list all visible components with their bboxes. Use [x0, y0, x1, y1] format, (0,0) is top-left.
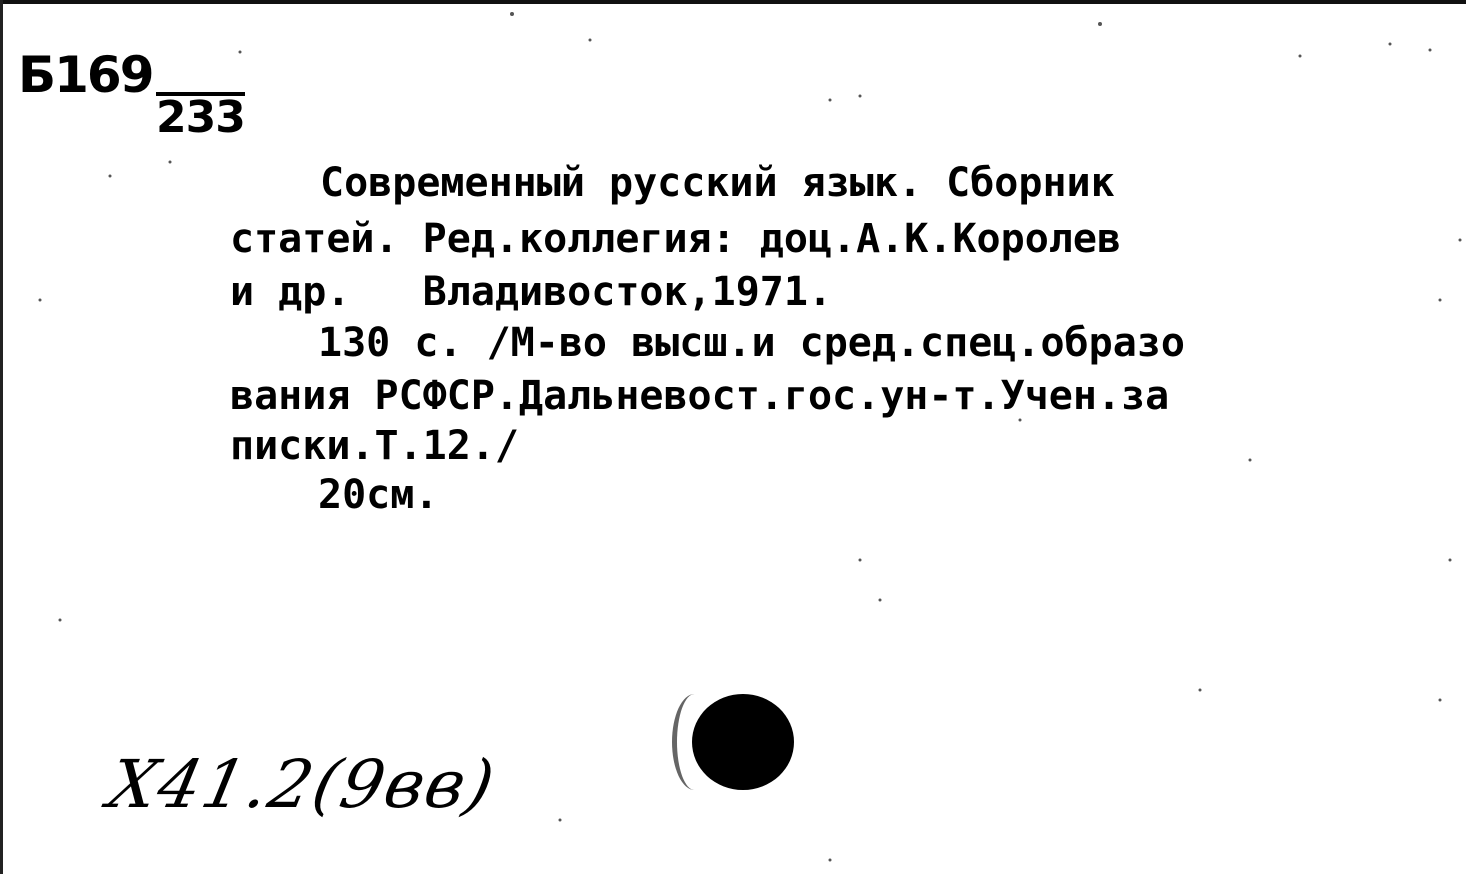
entry-line: статей. Ред.коллегия: доц.А.К.Королев: [230, 216, 1122, 262]
shelfmark-main: Б169: [18, 46, 153, 104]
shelfmark-sub: 233: [156, 92, 245, 143]
entry-line: Современный русский язык. Сборник: [320, 160, 1115, 206]
handwritten-classification: Х41.2(9вв): [101, 746, 503, 823]
entry-line: и др. Владивосток,1971.: [230, 269, 833, 315]
entry-line: 20см.: [318, 472, 439, 518]
entry-line: вания РСФСР.Дальневост.гос.ун-т.Учен.за: [230, 373, 1170, 419]
entry-line: 130 с. /М-во высш.и сред.спец.образо: [318, 320, 1185, 366]
punch-hole: [692, 694, 794, 790]
entry-line: писки.Т.12./: [230, 423, 519, 469]
